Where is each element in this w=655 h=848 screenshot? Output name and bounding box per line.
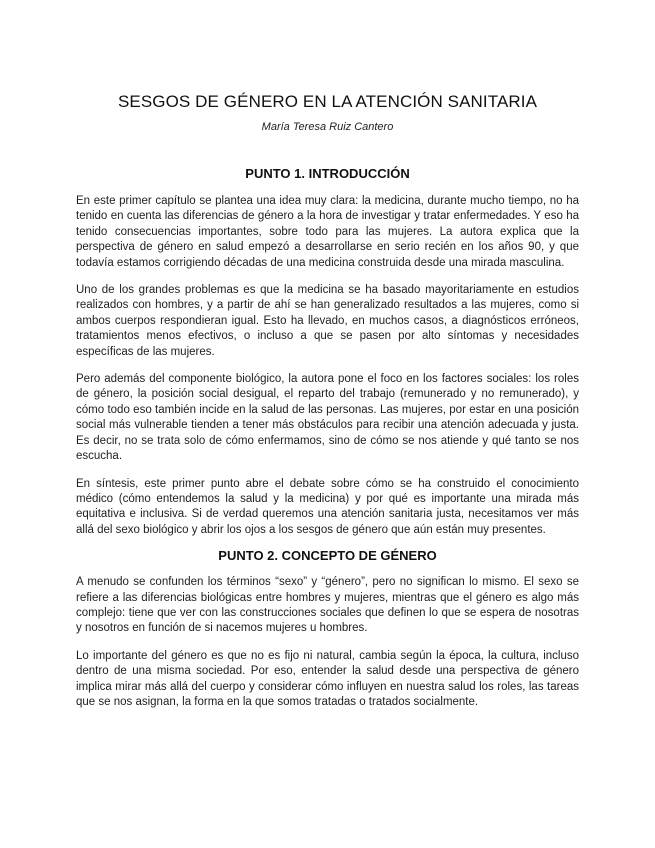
paragraph: En síntesis, este primer punto abre el debate sobre cómo se ha construido el conocimiento médico (cómo entendemos la salud y la medicina) y por qué es importante una mirada más equitativa e inclusiva. Si de verdad queremos una atención sanitaria justa, necesitamos ver más allá del sexo biológico y abrir los ojos a los sesgos de género que aún están muy presentes. (76, 477, 579, 536)
paragraph: Pero además del componente biológico, la autora pone el foco en los factores sociales: los roles de género, la posición social desigual, el reparto del trabajo (remunerado y no remunerado), y cómo todo eso también incide en la salud de las personas. Las mujeres, por estar en una posición social más vulnerable tienden a tener más obstáculos para recibir una atención adecuada y justa. Es decir, no se trata solo de cómo enfermamos, sino de cómo se nos atiende y qué tanto se nos escucha. (76, 373, 579, 463)
section-heading-concepto-de-genero: PUNTO 2. CONCEPTO DE GÉNERO (218, 548, 437, 564)
paragraph: A menudo se confunden los términos “sexo” y “género”, pero no significan lo mismo. El sexo se refiere a las diferencias biológicas entre hombres y mujeres, mientras que el género es algo más complejo: tiene que ver con las construcciones sociales que definen lo que se espera de nosotras y nosotros en función de si nacemos mujeres u hombres. (76, 576, 579, 635)
section-body-introduccion (76, 194, 579, 538)
paragraph: Lo importante del género es que no es fijo ni natural, cambia según la época, la cultura, incluso dentro de una misma sociedad. Por eso, entender la salud desde una perspectiva de género implica mirar más allá del cuerpo y considerar cómo influyen en nuestra salud los roles, las tareas que se nos asignan, la forma en la que somos tratadas o tratados socialmente. (76, 649, 579, 708)
section-body-concepto-de-genero (76, 575, 579, 710)
section-heading-introduccion: PUNTO 1. INTRODUCCIÓN (245, 166, 410, 181)
paragraph: En este primer capítulo se plantea una idea muy clara: la medicina, durante mucho tiempo, no ha tenido en cuenta las diferencias de género a la hora de investigar y tratar enfermedades. Y eso ha tenido consecuencias importantes, sobre todo para las mujeres. La autora explica que la perspectiva de género en salud empezó a desarrollarse en serio recién en los años 90, y que todavía estamos corrigiendo décadas de una medicina construida desde una mirada masculina. (76, 195, 579, 269)
document-author: María Teresa Ruiz Cantero (261, 121, 394, 133)
paragraph: Uno de los grandes problemas es que la medicina se ha basado mayoritariamente en estudios realizados con hombres, y a partir de ahí se han generalizado resultados a las mujeres, como si ambos cuerpos respondieran igual. Esto ha llevado, en muchos casos, a diagnósticos erróneos, tratamientos menos efectivos, o incluso a que se pasen por alto síntomas y necesidades específicas de las mujeres. (76, 284, 579, 358)
document-title: SESGOS DE GÉNERO EN LA ATENCIÓN SANITARIA (117, 92, 538, 111)
